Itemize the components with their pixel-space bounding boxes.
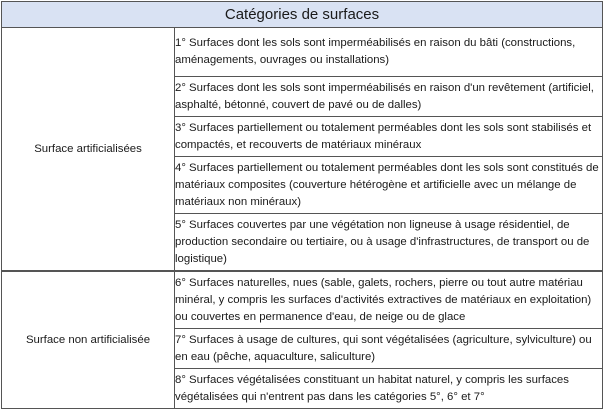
category-artificialised: Surface artificialisées	[2, 28, 175, 272]
surface-item-2: 2° Surfaces dont les sols sont imperméabilisés en raison d'un revêtement (artificiel, asphalté, bétonné, couvert de pavé ou de dalles)	[175, 77, 603, 117]
surface-item-6: 6° Surfaces naturelles, nues (sable, galets, rochers, pierre ou tout autre matériau minéral, y compris les surfaces d'activités extractives de matériaux en exploitation) ou couvertes en permanence d'eau, de neige ou de glace	[175, 271, 603, 329]
table-title: Catégories de surfaces	[2, 2, 603, 28]
surface-item-4: 4° Surfaces partiellement ou totalement perméables dont les sols sont constitués de matériaux composites (couverture hétérogène et artificielle avec un mélange de matériaux non minéraux)	[175, 157, 603, 214]
table-row	[2, 28, 603, 77]
surface-item-3: 3° Surfaces partiellement ou totalement perméables dont les sols sont stabilisés et compactés, et recouverts de matériaux minéraux	[175, 117, 603, 157]
table-header-row	[2, 2, 603, 28]
surface-categories-table	[1, 1, 603, 409]
surface-item-1: 1° Surfaces dont les sols sont imperméabilisés en raison du bâti (constructions, aménagements, ouvrages ou installations)	[175, 28, 603, 77]
table-row	[2, 271, 603, 329]
surface-item-5: 5° Surfaces couvertes par une végétation non ligneuse à usage résidentiel, de production secondaire ou tertiaire, ou à usage d'infrastructures, de transport ou de logistique)	[175, 214, 603, 272]
surface-item-8: 8° Surfaces végétalisées constituant un habitat naturel, y compris les surfaces végétalisées qui n'entrent pas dans les catégories 5°, 6° et 7°	[175, 369, 603, 409]
category-non-artificialised: Surface non artificialisée	[2, 271, 175, 409]
surface-item-7: 7° Surfaces à usage de cultures, qui sont végétalisées (agriculture, sylviculture) ou en eau (pêche, aquaculture, saliculture)	[175, 329, 603, 369]
